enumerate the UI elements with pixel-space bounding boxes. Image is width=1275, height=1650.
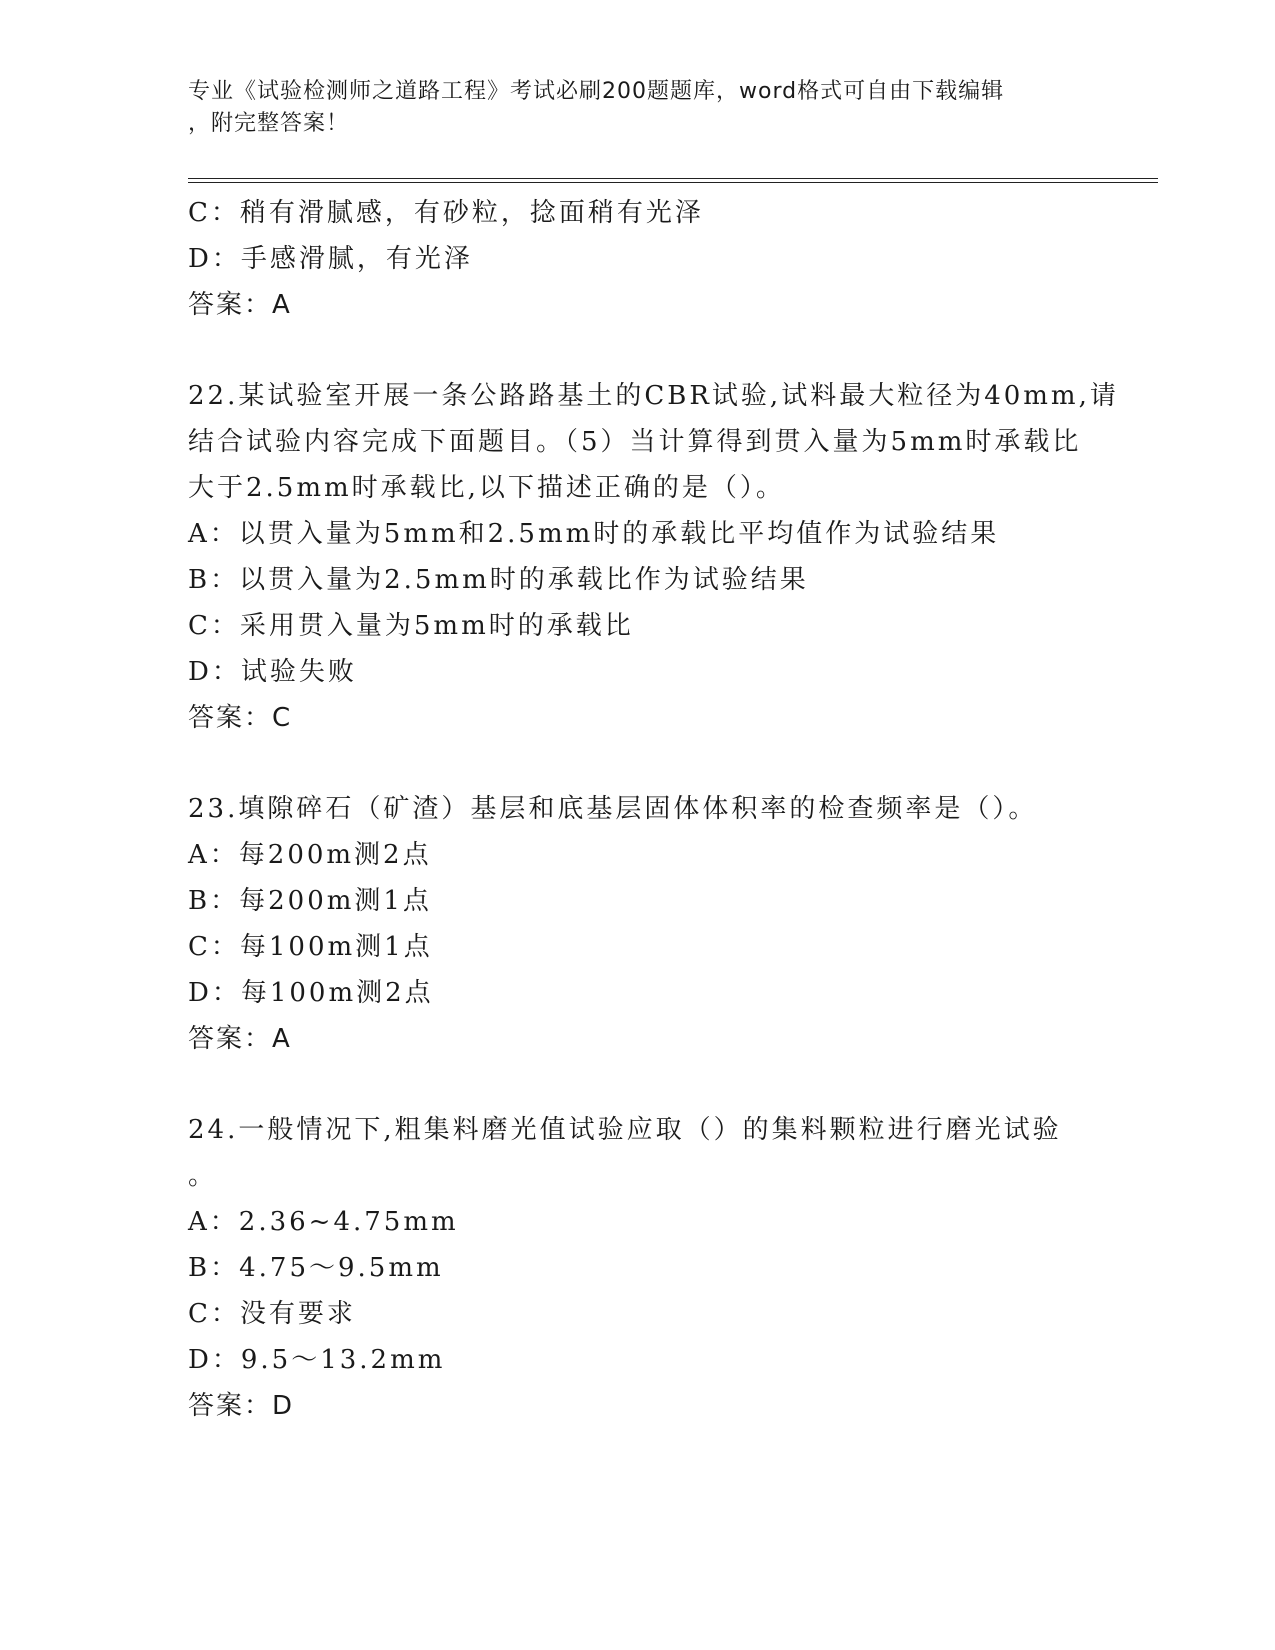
option-d: D：9.5～13.2mm: [188, 1345, 446, 1375]
option-a: A：以贯入量为5mm和2.5mm时的承载比平均值作为试验结果: [188, 519, 1000, 549]
question-24: [188, 1107, 1088, 1429]
option-d: D：手感滑腻，有光泽: [188, 244, 473, 274]
option-b: B：以贯入量为2.5mm时的承载比作为试验结果: [188, 565, 809, 595]
question-content: [188, 190, 1119, 1429]
option-c: C：稍有滑腻感，有砂粒，捻面稍有光泽: [188, 198, 704, 228]
header-title-line-2: ，附完整答案！: [188, 111, 350, 136]
question-text-line: 23.填隙碎石（矿渣）基层和底基层固体体积率的检查频率是（）。: [188, 794, 1038, 824]
option-b: B：每200m测1点: [188, 886, 432, 916]
answer-line: 答案：A: [188, 1024, 292, 1054]
question-text-line: 22.某试验室开展一条公路路基土的CBR试验,试料最大粒径为40mm,请: [188, 381, 1119, 411]
option-d: D：试验失败: [188, 657, 357, 687]
option-a: A：每200m测2点: [188, 840, 432, 870]
answer-line: 答案：D: [188, 1391, 295, 1421]
option-c: C：采用贯入量为5mm时的承载比: [188, 611, 634, 641]
option-c: C：没有要求: [188, 1299, 356, 1329]
answer-line: 答案：A: [188, 290, 292, 320]
question-23: [188, 786, 1088, 1062]
option-c: C：每100m测1点: [188, 932, 433, 962]
question-22: [188, 373, 1119, 741]
question-text-line: 。: [188, 1161, 218, 1191]
header-title-line-1: 专业《试验检测师之道路工程》考试必刷200题题库，word格式可自由下载编辑: [188, 79, 1005, 104]
question-text-line: 大于2.5mm时承载比,以下描述正确的是（）。: [188, 473, 785, 503]
question-text-line: 结合试验内容完成下面题目。（5）当计算得到贯入量为5mm时承载比: [188, 427, 1082, 457]
answer-line: 答案：C: [188, 703, 293, 733]
option-b: B：4.75～9.5mm: [188, 1253, 444, 1283]
question-text-line: 24.一般情况下,粗集料磨光值试验应取（）的集料颗粒进行磨光试验: [188, 1115, 1062, 1145]
previous-question-tail: [188, 190, 1088, 328]
page-header: [188, 76, 1068, 140]
header-double-rule: [188, 178, 1158, 183]
option-a: A：2.36~4.75mm: [188, 1207, 459, 1237]
option-d: D：每100m测2点: [188, 978, 434, 1008]
